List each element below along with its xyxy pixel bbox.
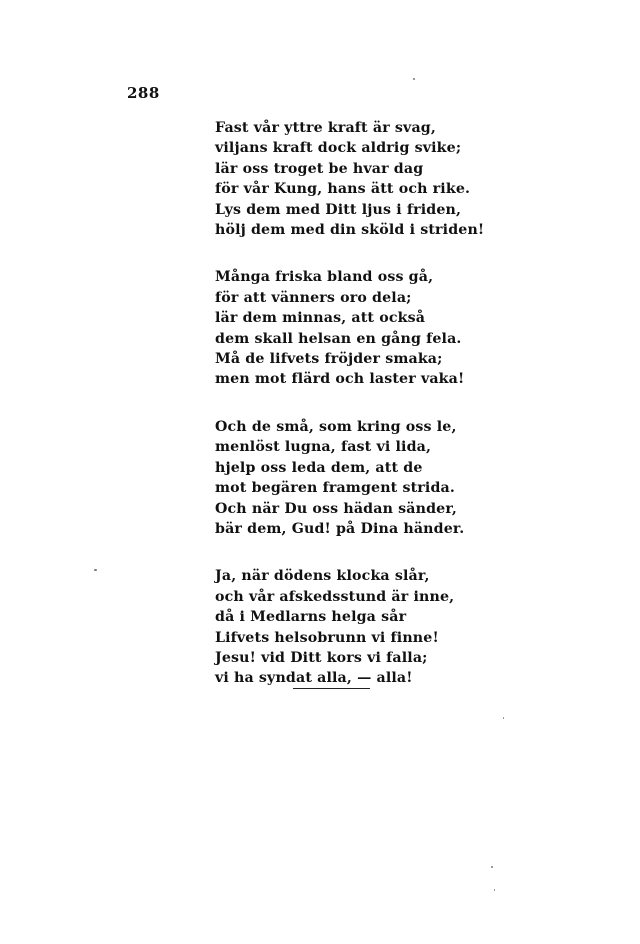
poem-line: då i Medlarns helga sår [215, 609, 407, 626]
poem-line: Lys dem med Ditt ljus i friden, [215, 201, 462, 218]
poem-line: Och när Du oss hädan sänder, [215, 500, 458, 517]
print-speck [491, 866, 493, 868]
print-speck [494, 889, 495, 891]
poem-line: Fast vår yttre kraft är svag, [215, 120, 436, 136]
poem-line: vi ha syndat alla, — alla! [215, 670, 413, 687]
poem-line: hjelp oss leda dem, att de [215, 459, 423, 476]
poem-line: Många friska bland oss gå, [215, 269, 434, 286]
print-speck [503, 717, 504, 719]
poem-line: Ja, när dödens klocka slår, [215, 568, 430, 585]
stanza-3 [215, 417, 515, 539]
poem-line: bär dem, Gud! på Dina händer. [215, 520, 465, 537]
poem-line: men mot flärd och laster vaka! [215, 371, 465, 388]
stanza-2 [215, 267, 515, 389]
print-speck [94, 569, 97, 571]
print-speck [413, 78, 415, 80]
poem-line: hölj dem med din sköld i striden! [215, 222, 485, 239]
poem-line: och vår afskedsstund är inne, [215, 588, 455, 605]
end-rule [293, 688, 370, 689]
stanza-4 [215, 566, 515, 688]
poem-line: lär dem minnas, att också [215, 310, 426, 327]
poem [215, 118, 515, 716]
poem-line: Jesu! vid Ditt kors vi falla; [215, 649, 428, 666]
poem-line: för att vänners oro dela; [215, 289, 412, 306]
poem-line: menlöst lugna, fast vi lida, [215, 439, 432, 456]
page-number: 288 [127, 84, 160, 102]
poem-line: för vår Kung, hans ätt och rike. [215, 181, 471, 198]
poem-line: lär oss troget be hvar dag [215, 160, 424, 177]
poem-line: Må de lifvets fröjder smaka; [215, 351, 443, 368]
poem-line: viljans kraft dock aldrig svike; [215, 140, 462, 157]
poem-line: Och de små, som kring oss le, [215, 418, 457, 435]
poem-line: Lifvets helsobrunn vi finne! [215, 629, 439, 646]
poem-line: mot begären framgent strida. [215, 480, 455, 497]
poem-line: dem skall helsan en gång fela. [215, 330, 462, 347]
stanza-1 [215, 118, 515, 240]
